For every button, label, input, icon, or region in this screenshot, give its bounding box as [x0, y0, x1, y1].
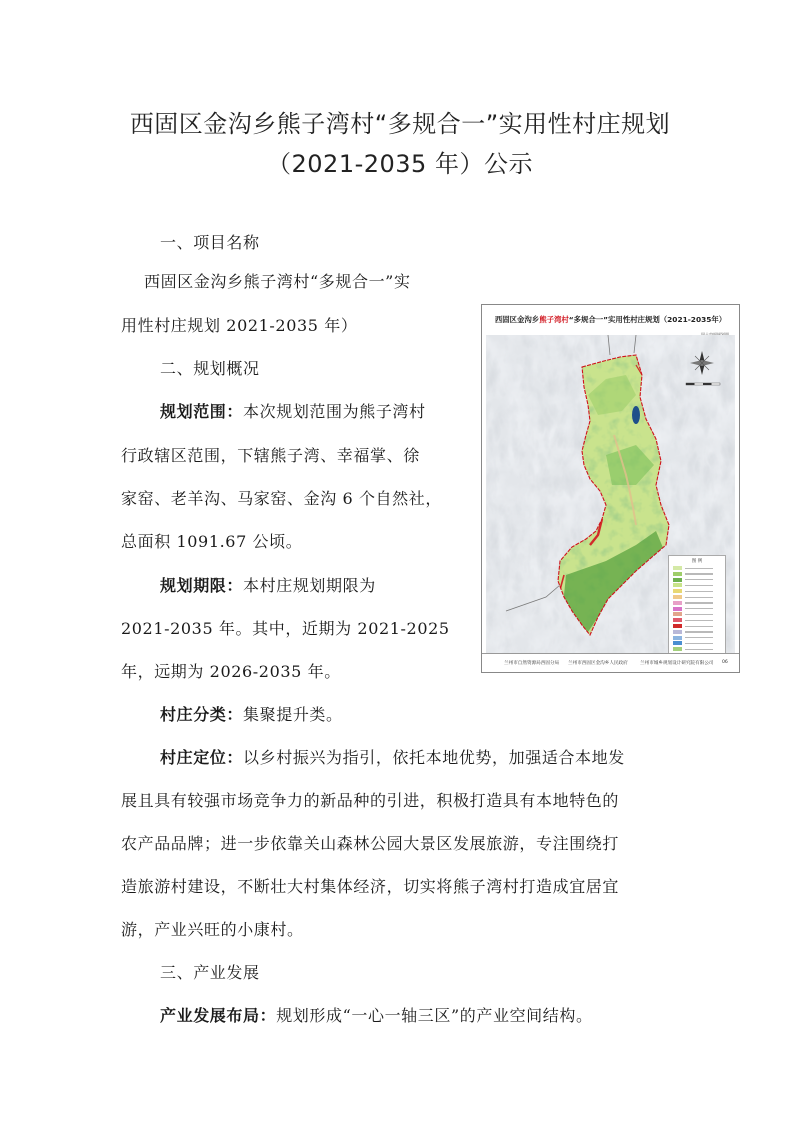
- legend-item: [673, 566, 723, 571]
- classification-line: [160, 704, 343, 726]
- legend-label: [685, 626, 713, 627]
- period-line-1: [160, 575, 376, 597]
- scale-bar-icon: [686, 383, 720, 385]
- legend-label: [685, 602, 713, 603]
- map-title-part-2: “多规合一”实用性村庄规划（2021-2035年）: [568, 315, 727, 324]
- legend-swatch: [673, 624, 682, 628]
- legend-swatch: [673, 647, 682, 651]
- legend-swatch: [673, 607, 682, 611]
- scope-text-1: 本次规划范围为熊子湾村: [243, 402, 426, 421]
- footer-org-1: 兰州市自然资源局西固分局: [504, 661, 560, 666]
- legend-item: [673, 618, 723, 623]
- document-title-line-2: （2021-2035 年）公示: [267, 150, 533, 178]
- legend-item: [673, 589, 723, 594]
- legend-item: [673, 624, 723, 629]
- legend-swatch: [673, 578, 682, 582]
- project-name-line-2: 用性村庄规划 2021-2035 年）: [121, 316, 358, 335]
- map-page-number: 06: [722, 660, 728, 665]
- legend-swatch: [673, 630, 682, 634]
- legend-swatch: [673, 618, 682, 622]
- positioning-line-4: 造旅游村建设，不断壮大村集体经济，切实将熊子湾村打造成宜居宜: [121, 877, 620, 896]
- legend-item: [673, 641, 723, 646]
- section-2-heading: 二、规划概况: [160, 359, 260, 378]
- positioning-label: 村庄定位：: [160, 748, 244, 767]
- legend-item: [673, 612, 723, 617]
- industry-layout-label: 产业发展布局：: [160, 1006, 277, 1025]
- legend-swatch: [673, 566, 682, 570]
- map-title: [482, 307, 739, 333]
- legend-item: [673, 647, 723, 652]
- legend-swatch: [673, 595, 682, 599]
- classification-text: 集聚提升类。: [243, 705, 343, 724]
- planning-map-figure: [481, 304, 740, 673]
- section-3-heading: 三、产业发展: [160, 963, 260, 982]
- legend-swatch: [673, 641, 682, 645]
- legend-swatch: [673, 601, 682, 605]
- scope-line-3: 家窑、老羊沟、马家窑、金沟 6 个自然社，: [121, 489, 442, 508]
- legend-item: [673, 636, 723, 641]
- scope-line-2: 行政辖区范围，下辖熊子湾、幸福掌、徐: [121, 446, 420, 465]
- legend-item: [673, 601, 723, 606]
- legend-label: [685, 614, 713, 615]
- legend-item: [673, 595, 723, 600]
- map-title-part-1: 西固区金沟乡: [494, 315, 540, 324]
- positioning-text-1: 以乡村振兴为指引，依托本地优势，加强适合本地发: [243, 748, 625, 767]
- project-name-line-1: 西固区金沟乡熊子湾村“多规合一”实: [144, 272, 411, 291]
- legend-swatch: [673, 636, 682, 640]
- positioning-line-2: 展且具有较强市场竞争力的新品种的引进，积极打造具有本地特色的: [121, 791, 620, 810]
- legend-swatch: [673, 583, 682, 587]
- period-line-3: 年，远期为 2026-2035 年。: [121, 662, 341, 681]
- legend-label: [685, 608, 713, 609]
- scope-line-1: [160, 401, 426, 423]
- map-area: [486, 335, 735, 653]
- legend-label: [685, 591, 713, 592]
- map-footer: [482, 653, 739, 672]
- reservoir-shape: [632, 406, 640, 424]
- classification-label: 村庄分类：: [160, 705, 244, 724]
- period-text-1: 本村庄规划期限为: [243, 576, 376, 595]
- legend-label: [685, 620, 713, 621]
- legend-label: [685, 649, 713, 650]
- document-title-line-1: 西固区金沟乡熊子湾村“多规合一”实用性村庄规划: [129, 110, 671, 138]
- period-line-2: 2021-2035 年。其中，近期为 2021-2025: [121, 619, 450, 638]
- legend-item: [673, 583, 723, 588]
- period-label: 规划期限：: [160, 576, 244, 595]
- legend-item: [673, 630, 723, 635]
- legend-item: [673, 607, 723, 612]
- footer-org-2: 兰州市西固区金沟乡人民政府: [568, 661, 628, 666]
- legend-title: 图 例: [691, 559, 703, 564]
- industry-layout-line: [160, 1005, 593, 1027]
- legend-label: [685, 597, 713, 598]
- legend-label: [685, 573, 713, 574]
- positioning-line-5: 游，产业兴旺的小康村。: [121, 920, 304, 939]
- map-legend: [668, 555, 726, 653]
- scope-line-4: 总面积 1091.67 公顷。: [121, 532, 303, 551]
- section-1-heading: 一、项目名称: [160, 233, 260, 252]
- legend-label: [685, 637, 713, 638]
- legend-label: [685, 585, 713, 586]
- footer-org-3: 兰州市城乡规划设计研究院有限公司: [640, 661, 714, 666]
- legend-item: [673, 578, 723, 583]
- legend-swatch: [673, 572, 682, 576]
- legend-swatch: [673, 612, 682, 616]
- scope-label: 规划范围：: [160, 402, 244, 421]
- legend-label: [685, 631, 713, 632]
- legend-label: [685, 643, 713, 644]
- legend-swatch: [673, 589, 682, 593]
- legend-label: [685, 568, 713, 569]
- industry-layout-text: 规划形成“一心一轴三区”的产业空间结构。: [276, 1006, 593, 1025]
- legend-item: [673, 572, 723, 577]
- positioning-line-1: [160, 747, 625, 769]
- positioning-line-3: 农产品品牌；进一步依靠关山森林公园大景区发展旅游，专注围绕打: [121, 834, 620, 853]
- legend-label: [685, 579, 713, 580]
- map-title-village: 熊子湾村: [539, 315, 569, 324]
